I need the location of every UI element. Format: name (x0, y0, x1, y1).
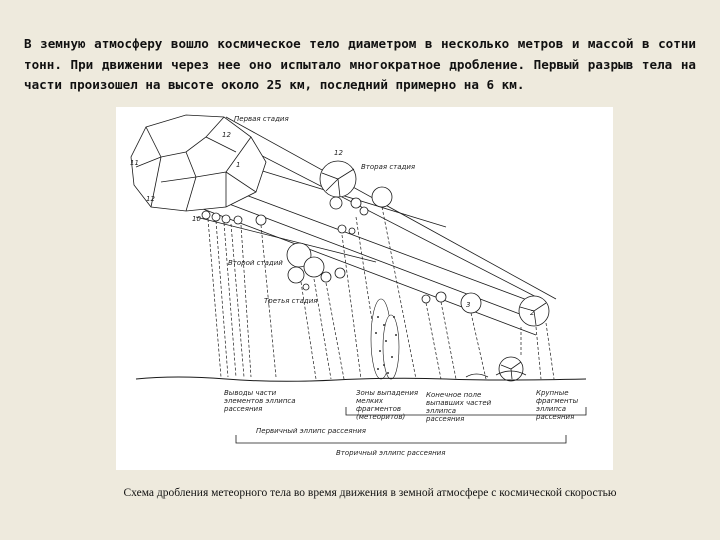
stage-label-third: Третья стадия (264, 297, 318, 305)
svg-text:рассеяния: рассеяния (426, 415, 465, 423)
secondary-ellipse-label: Вторичный эллипс рассеяния (336, 449, 446, 457)
fragment-number-3: 3 (466, 301, 471, 309)
svg-text:рассеяния: рассеяния (536, 413, 575, 421)
fragment-shower (371, 299, 399, 379)
svg-text:эллипса: эллипса (536, 405, 567, 413)
svg-text:Крупные: Крупные (536, 389, 569, 397)
fragment-number-2: 2 (530, 309, 535, 317)
svg-text:Зоны выпадения: Зоны выпадения (356, 389, 419, 397)
svg-text:эллипса: эллипса (426, 407, 457, 415)
annotation-right (535, 389, 579, 421)
fragment-number-12-main: 12 (222, 131, 231, 139)
svg-text:выпавших частей: выпавших частей (426, 399, 492, 407)
fragment-number-12-small: 12 (146, 195, 155, 203)
figure-caption: Схема дробления метеорного тела во время движения в земной атмосфере с космической скоростью (123, 487, 617, 499)
second-stage-left-body (287, 243, 345, 283)
annotation-mid (425, 391, 492, 423)
svg-text:фрагментов: фрагментов (356, 405, 402, 413)
svg-text:(метеоритов): (метеоритов) (356, 413, 406, 421)
fragment-number-12-second: 12 (334, 149, 343, 157)
fragment-number-1: 1 (236, 161, 241, 169)
stage-label-second-top: Вторая стадия (361, 163, 416, 171)
stage-label-second-left: Второй стадий (228, 259, 283, 267)
stage-label-first: Первая стадия (234, 115, 289, 123)
svg-text:Конечное поле: Конечное поле (426, 391, 482, 399)
svg-text:рассеяния: рассеяния (224, 405, 263, 413)
fragment-number-10: 10 (192, 215, 201, 223)
meteor-fragmentation-diagram (116, 107, 613, 470)
annotation-left (223, 389, 296, 413)
svg-text:Выводы части: Выводы части (224, 389, 277, 397)
fragment-number-11: 11 (130, 159, 139, 167)
svg-text:фрагменты: фрагменты (536, 397, 579, 405)
intro-paragraph: В земную атмосферу вошло космическое тело диаметром в несколько метров и массой в сотни тонн. При движении через нее оно испытало многократное дробление. Первый разрыв тела на части произошел на высоте около 25 км, последний примерно на 6 км. (24, 36, 696, 92)
svg-text:мелких: мелких (356, 397, 383, 405)
annotation-center (356, 389, 418, 421)
primary-ellipse-label: Первичный эллипс рассеяния (256, 427, 366, 435)
svg-text:элементов эллипса: элементов эллипса (224, 397, 296, 405)
